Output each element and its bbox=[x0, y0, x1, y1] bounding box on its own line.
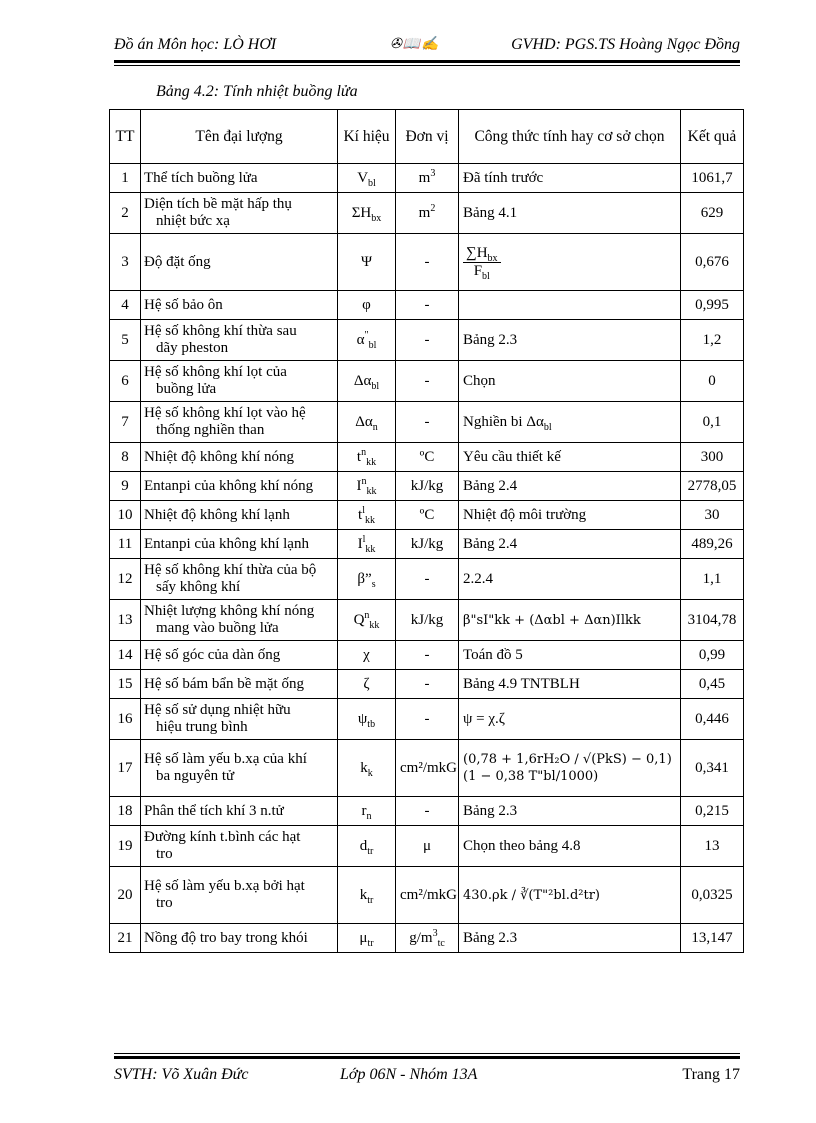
quantity-name-line1: Nhiệt độ không khí nóng bbox=[144, 448, 294, 465]
header-rule-thin bbox=[114, 65, 740, 66]
row-result: 13,147 bbox=[681, 924, 744, 953]
row-number: 11 bbox=[110, 530, 141, 559]
quantity-name-line1: Hệ số làm yếu b.xạ của khí bbox=[144, 751, 307, 767]
symbol-main: I bbox=[356, 477, 362, 494]
symbol-main: β” bbox=[357, 570, 372, 587]
row-formula bbox=[459, 600, 681, 641]
header-decoration-icons: ✇📖✍ bbox=[390, 37, 440, 52]
row-unit bbox=[396, 559, 459, 600]
row-formula bbox=[459, 291, 681, 320]
footer-class: Lớp 06N - Nhóm 13A bbox=[340, 1066, 478, 1083]
symbol-subscript: bl bbox=[368, 339, 377, 351]
unit-main: - bbox=[424, 675, 430, 692]
symbol-main: μ bbox=[359, 929, 368, 946]
row-formula bbox=[459, 924, 681, 953]
row-unit bbox=[396, 797, 459, 826]
symbol-subscript: n bbox=[372, 421, 378, 433]
row-number: 8 bbox=[110, 443, 141, 472]
formula-subscript: bl bbox=[543, 421, 552, 433]
unit-main: - bbox=[424, 331, 430, 348]
row-unit bbox=[396, 361, 459, 402]
row-formula bbox=[459, 699, 681, 740]
unit-main: ºC bbox=[419, 506, 435, 523]
table-row bbox=[110, 164, 744, 193]
quantity-name-line1: Hệ số không khí lọt của bbox=[144, 364, 287, 380]
symbol-subscript: kk bbox=[366, 456, 377, 468]
footer-student: SVTH: Võ Xuân Đức bbox=[114, 1066, 249, 1083]
table-row bbox=[110, 670, 744, 699]
table-row bbox=[110, 402, 744, 443]
row-number: 21 bbox=[110, 924, 141, 953]
symbol-main: V bbox=[357, 169, 369, 186]
row-symbol bbox=[338, 740, 396, 797]
symbol-main: I bbox=[357, 535, 363, 552]
symbol-subscript: kk bbox=[366, 485, 377, 497]
unit-main: ºC bbox=[419, 448, 435, 465]
row-result: 0,45 bbox=[681, 670, 744, 699]
formula-fraction bbox=[463, 245, 501, 280]
row-unit bbox=[396, 164, 459, 193]
row-result: 1061,7 bbox=[681, 164, 744, 193]
formula-text: Nhiệt độ môi trường bbox=[463, 506, 587, 523]
unit-main: - bbox=[424, 372, 430, 389]
quantity-name-line2: tro bbox=[156, 895, 173, 911]
formula-text: 2.2.4 bbox=[463, 570, 493, 587]
table-row bbox=[110, 559, 744, 600]
unit-main: - bbox=[424, 646, 430, 663]
symbol-main: Q bbox=[353, 611, 365, 628]
row-symbol bbox=[338, 867, 396, 924]
table-row bbox=[110, 234, 744, 291]
unit-main: kJ/kg bbox=[410, 477, 444, 494]
row-result: 0,215 bbox=[681, 797, 744, 826]
table-caption: Bảng 4.2: Tính nhiệt buồng lửa bbox=[156, 83, 358, 100]
quantity-name-line1: Hệ số không khí thừa sau bbox=[144, 323, 297, 339]
col-header-tt: TT bbox=[110, 110, 141, 164]
row-symbol bbox=[338, 641, 396, 670]
formula-text: Bảng 2.4 bbox=[463, 477, 518, 494]
row-result: 2778,05 bbox=[681, 472, 744, 501]
row-quantity-name bbox=[141, 924, 338, 953]
row-unit bbox=[396, 924, 459, 953]
table-row bbox=[110, 924, 744, 953]
row-quantity-name bbox=[141, 797, 338, 826]
quantity-name-line1: Nhiệt độ không khí lạnh bbox=[144, 506, 290, 523]
row-symbol bbox=[338, 164, 396, 193]
unit-superscript: 2 bbox=[430, 202, 436, 214]
col-header-formula: Công thức tính hay cơ sở chọn bbox=[459, 110, 681, 164]
row-symbol bbox=[338, 600, 396, 641]
row-number: 20 bbox=[110, 867, 141, 924]
symbol-superscript: n bbox=[364, 609, 370, 621]
row-unit bbox=[396, 443, 459, 472]
formula-text: Chọn theo bảng 4.8 bbox=[463, 837, 581, 854]
symbol-subscript: bx bbox=[371, 212, 382, 224]
table-row bbox=[110, 530, 744, 559]
row-unit bbox=[396, 867, 459, 924]
symbol-superscript: n bbox=[361, 446, 367, 458]
row-unit bbox=[396, 670, 459, 699]
symbol-superscript: n bbox=[361, 475, 367, 487]
row-formula bbox=[459, 797, 681, 826]
denominator-subscript: bl bbox=[482, 270, 490, 282]
row-quantity-name bbox=[141, 443, 338, 472]
numerator-subscript: bx bbox=[487, 252, 498, 264]
formula-denominator bbox=[463, 263, 501, 280]
symbol-subscript: s bbox=[371, 578, 376, 590]
table-row bbox=[110, 797, 744, 826]
unit-main: - bbox=[424, 413, 430, 430]
unit-main: kJ/kg bbox=[410, 611, 444, 628]
row-formula bbox=[459, 402, 681, 443]
formula-text: Toán đồ 5 bbox=[463, 646, 523, 663]
symbol-main: ζ bbox=[363, 675, 370, 692]
table-row bbox=[110, 472, 744, 501]
quantity-name-line1: Hệ số bảo ôn bbox=[144, 296, 223, 313]
row-unit bbox=[396, 641, 459, 670]
symbol-subscript: kk bbox=[364, 514, 375, 526]
quantity-name-line2: nhiệt bức xạ bbox=[156, 213, 230, 229]
row-formula bbox=[459, 559, 681, 600]
row-formula bbox=[459, 826, 681, 867]
quantity-name-line1: Nồng độ tro bay trong khói bbox=[144, 929, 308, 946]
row-formula bbox=[459, 164, 681, 193]
symbol-main: ψ bbox=[357, 710, 368, 727]
symbol-main: φ bbox=[362, 296, 371, 313]
row-number: 5 bbox=[110, 320, 141, 361]
row-formula bbox=[459, 641, 681, 670]
row-unit bbox=[396, 826, 459, 867]
row-number: 14 bbox=[110, 641, 141, 670]
unit-main: m bbox=[418, 169, 431, 186]
row-number: 18 bbox=[110, 797, 141, 826]
row-formula bbox=[459, 193, 681, 234]
unit-main: cm²/mkG bbox=[400, 886, 457, 903]
unit-main: - bbox=[424, 710, 430, 727]
row-formula bbox=[459, 443, 681, 472]
row-unit bbox=[396, 193, 459, 234]
table-row bbox=[110, 443, 744, 472]
row-result: 13 bbox=[681, 826, 744, 867]
row-symbol bbox=[338, 443, 396, 472]
row-quantity-name bbox=[141, 361, 338, 402]
quantity-name-line1: Hệ số làm yếu b.xạ bởi hạt bbox=[144, 878, 305, 894]
footer-page-number: Trang 17 bbox=[682, 1066, 740, 1083]
symbol-subscript: bl bbox=[371, 380, 380, 392]
unit-main: m bbox=[418, 204, 431, 221]
symbol-main: α bbox=[356, 331, 365, 348]
row-symbol bbox=[338, 501, 396, 530]
row-number: 1 bbox=[110, 164, 141, 193]
unit-main: - bbox=[424, 296, 430, 313]
row-unit bbox=[396, 699, 459, 740]
header-supervisor: GVHD: PGS.TS Hoàng Ngọc Đồng bbox=[511, 36, 740, 53]
formula-text: Đã tính trước bbox=[463, 169, 544, 186]
table-row bbox=[110, 320, 744, 361]
symbol-main: χ bbox=[363, 646, 370, 663]
row-unit bbox=[396, 402, 459, 443]
row-number: 13 bbox=[110, 600, 141, 641]
quantity-name-line2: tro bbox=[156, 846, 173, 862]
row-symbol bbox=[338, 559, 396, 600]
table-header-row bbox=[110, 110, 744, 164]
table-row bbox=[110, 867, 744, 924]
symbol-superscript: l bbox=[362, 533, 366, 545]
formula-text: Chọn bbox=[463, 372, 496, 389]
row-formula bbox=[459, 361, 681, 402]
symbol-subscript: tr bbox=[367, 937, 374, 949]
formula-text: Bảng 2.3 bbox=[463, 929, 518, 946]
quantity-name-line1: Entanpi của không khí lạnh bbox=[144, 535, 309, 552]
symbol-subscript: n bbox=[366, 810, 372, 822]
quantity-name-line1: Hệ số không khí lọt vào hệ bbox=[144, 405, 306, 421]
row-formula bbox=[459, 867, 681, 924]
formula-text: Bảng 4.9 TNTBLH bbox=[463, 675, 580, 692]
row-quantity-name bbox=[141, 867, 338, 924]
formula-text: Nghiền bi Δα bbox=[463, 413, 544, 430]
row-quantity-name bbox=[141, 291, 338, 320]
row-result: 0,1 bbox=[681, 402, 744, 443]
row-result: 0,676 bbox=[681, 234, 744, 291]
row-quantity-name bbox=[141, 699, 338, 740]
row-quantity-name bbox=[141, 402, 338, 443]
symbol-main: Δα bbox=[353, 372, 372, 389]
unit-main: cm²/mkG bbox=[400, 759, 457, 776]
row-symbol bbox=[338, 291, 396, 320]
formula-text: Yêu cầu thiết kế bbox=[463, 448, 561, 465]
row-symbol bbox=[338, 699, 396, 740]
table-row bbox=[110, 641, 744, 670]
formula-text: Bảng 2.4 bbox=[463, 535, 518, 552]
quantity-name-line1: Phân thể tích khí 3 n.tử bbox=[144, 802, 284, 819]
row-formula bbox=[459, 472, 681, 501]
row-symbol bbox=[338, 320, 396, 361]
quantity-name-line1: Đường kính t.bình các hạt bbox=[144, 829, 301, 845]
row-quantity-name bbox=[141, 320, 338, 361]
quantity-name-line1: Thể tích buồng lửa bbox=[144, 169, 258, 186]
row-formula bbox=[459, 234, 681, 291]
formula-text: β"sI"kk + (Δαbl + Δαn)Ilkk bbox=[463, 612, 641, 628]
unit-main: - bbox=[424, 253, 430, 270]
quantity-name-line2: mang vào buồng lửa bbox=[156, 620, 279, 636]
col-header-name: Tên đại lượng bbox=[141, 110, 338, 164]
symbol-subscript: kk bbox=[365, 543, 376, 555]
row-number: 16 bbox=[110, 699, 141, 740]
row-formula bbox=[459, 530, 681, 559]
row-result: 489,26 bbox=[681, 530, 744, 559]
row-formula bbox=[459, 740, 681, 797]
row-number: 2 bbox=[110, 193, 141, 234]
table-row bbox=[110, 740, 744, 797]
row-number: 9 bbox=[110, 472, 141, 501]
quantity-name-line1: Diện tích bề mặt hấp thụ bbox=[144, 196, 292, 212]
row-symbol bbox=[338, 826, 396, 867]
unit-main: - bbox=[424, 570, 430, 587]
symbol-subscript: tb bbox=[367, 718, 376, 730]
row-quantity-name bbox=[141, 472, 338, 501]
row-result: 30 bbox=[681, 501, 744, 530]
row-number: 17 bbox=[110, 740, 141, 797]
row-number: 10 bbox=[110, 501, 141, 530]
symbol-main: r bbox=[361, 802, 367, 819]
header-course-title: Đồ án Môn học: LÒ HƠI bbox=[114, 36, 277, 53]
table-row bbox=[110, 826, 744, 867]
row-number: 3 bbox=[110, 234, 141, 291]
row-symbol bbox=[338, 361, 396, 402]
footer-rule-thin bbox=[114, 1053, 740, 1054]
row-formula bbox=[459, 501, 681, 530]
col-header-unit: Đơn vị bbox=[396, 110, 459, 164]
formula-text: Bảng 2.3 bbox=[463, 802, 518, 819]
quantity-name-line2: ba nguyên tử bbox=[156, 768, 235, 784]
row-result: 1,2 bbox=[681, 320, 744, 361]
row-symbol bbox=[338, 234, 396, 291]
row-symbol bbox=[338, 193, 396, 234]
symbol-subscript: k bbox=[367, 767, 373, 779]
page-footer bbox=[114, 1066, 740, 1088]
unit-superscript: 3 bbox=[430, 167, 436, 179]
row-unit bbox=[396, 600, 459, 641]
table-row bbox=[110, 600, 744, 641]
row-formula bbox=[459, 670, 681, 699]
quantity-name-line1: Hệ số không khí thừa của bộ bbox=[144, 562, 317, 578]
quantity-name-line2: thống nghiền than bbox=[156, 422, 265, 438]
unit-main: g/m bbox=[409, 929, 433, 946]
symbol-main: t bbox=[358, 506, 363, 523]
row-result: 300 bbox=[681, 443, 744, 472]
row-result: 0,99 bbox=[681, 641, 744, 670]
row-result: 0,0325 bbox=[681, 867, 744, 924]
row-symbol bbox=[338, 530, 396, 559]
quantity-name-line2: hiệu trung bình bbox=[156, 719, 248, 735]
row-symbol bbox=[338, 472, 396, 501]
formula-text: ψ = χ.ζ bbox=[463, 710, 505, 727]
row-unit bbox=[396, 530, 459, 559]
col-header-result: Kết quả bbox=[681, 110, 744, 164]
row-result: 629 bbox=[681, 193, 744, 234]
unit-main: - bbox=[424, 802, 430, 819]
quantity-name-line1: Hệ số bám bẩn bề mặt ống bbox=[144, 675, 304, 692]
unit-subscript: tc bbox=[437, 937, 445, 949]
row-number: 19 bbox=[110, 826, 141, 867]
header-rule-thick bbox=[114, 60, 740, 63]
row-number: 6 bbox=[110, 361, 141, 402]
unit-superscript: 3 bbox=[432, 927, 438, 939]
row-number: 15 bbox=[110, 670, 141, 699]
symbol-superscript: " bbox=[364, 329, 369, 341]
symbol-main: t bbox=[356, 448, 362, 465]
symbol-subscript: tr bbox=[367, 894, 374, 906]
row-quantity-name bbox=[141, 193, 338, 234]
row-unit bbox=[396, 472, 459, 501]
formula-text: 430.ρk / ∛(T"²bl.d²tr) bbox=[463, 887, 600, 903]
row-number: 12 bbox=[110, 559, 141, 600]
row-unit bbox=[396, 320, 459, 361]
symbol-main: k bbox=[359, 886, 368, 903]
row-quantity-name bbox=[141, 826, 338, 867]
row-unit bbox=[396, 291, 459, 320]
table-row bbox=[110, 501, 744, 530]
quantity-name-line2: sấy không khí bbox=[156, 579, 241, 595]
symbol-main: Δα bbox=[355, 413, 373, 430]
formula-text: Bảng 4.1 bbox=[463, 204, 518, 221]
symbol-main: Ψ bbox=[360, 253, 373, 270]
row-quantity-name bbox=[141, 641, 338, 670]
row-quantity-name bbox=[141, 164, 338, 193]
row-number: 7 bbox=[110, 402, 141, 443]
row-symbol bbox=[338, 670, 396, 699]
unit-main: μ bbox=[422, 837, 432, 854]
footer-rule-thick bbox=[114, 1056, 740, 1059]
formula-text: Bảng 2.3 bbox=[463, 331, 518, 348]
table-row bbox=[110, 193, 744, 234]
symbol-subscript: kk bbox=[369, 619, 380, 631]
unit-main: kJ/kg bbox=[410, 535, 444, 552]
row-symbol bbox=[338, 402, 396, 443]
denominator-text: F bbox=[473, 262, 483, 279]
row-number: 4 bbox=[110, 291, 141, 320]
row-unit bbox=[396, 740, 459, 797]
quantity-name-line1: Hệ số góc của dàn ống bbox=[144, 646, 281, 663]
page-header bbox=[114, 36, 740, 58]
table-row bbox=[110, 291, 744, 320]
row-quantity-name bbox=[141, 600, 338, 641]
row-quantity-name bbox=[141, 559, 338, 600]
quantity-name-line1: Độ đặt ống bbox=[144, 253, 211, 270]
quantity-name-line1: Entanpi của không khí nóng bbox=[144, 477, 314, 494]
row-result: 0,341 bbox=[681, 740, 744, 797]
symbol-main: k bbox=[360, 759, 368, 776]
numerator-text: ∑H bbox=[466, 244, 488, 261]
quantity-name-line2: buồng lửa bbox=[156, 381, 217, 397]
row-result: 1,1 bbox=[681, 559, 744, 600]
row-symbol bbox=[338, 924, 396, 953]
symbol-main: ΣH bbox=[351, 204, 372, 221]
symbol-superscript: l bbox=[362, 504, 365, 516]
symbol-main: d bbox=[359, 837, 368, 854]
row-result: 0 bbox=[681, 361, 744, 402]
row-unit bbox=[396, 234, 459, 291]
col-header-symbol: Kí hiệu bbox=[338, 110, 396, 164]
row-quantity-name bbox=[141, 501, 338, 530]
table-row bbox=[110, 699, 744, 740]
formula-text: (0,78 + 1,6rH₂O / √(PkS) − 0,1)(1 − 0,38 T"bl/1000) bbox=[463, 752, 672, 784]
table-row bbox=[110, 361, 744, 402]
row-result: 3104,78 bbox=[681, 600, 744, 641]
quantity-name-line1: Hệ số sử dụng nhiệt hữu bbox=[144, 702, 291, 718]
symbol-subscript: bl bbox=[368, 177, 376, 189]
heat-calc-table bbox=[109, 109, 744, 953]
row-result: 0,446 bbox=[681, 699, 744, 740]
row-quantity-name bbox=[141, 530, 338, 559]
row-quantity-name bbox=[141, 740, 338, 797]
row-formula bbox=[459, 320, 681, 361]
row-unit bbox=[396, 501, 459, 530]
formula-numerator bbox=[463, 245, 501, 263]
row-quantity-name bbox=[141, 670, 338, 699]
symbol-subscript: tr bbox=[367, 845, 374, 857]
quantity-name-line2: dãy pheston bbox=[156, 340, 229, 356]
quantity-name-line1: Nhiệt lượng không khí nóng bbox=[144, 603, 315, 619]
row-result: 0,995 bbox=[681, 291, 744, 320]
row-quantity-name bbox=[141, 234, 338, 291]
row-symbol bbox=[338, 797, 396, 826]
